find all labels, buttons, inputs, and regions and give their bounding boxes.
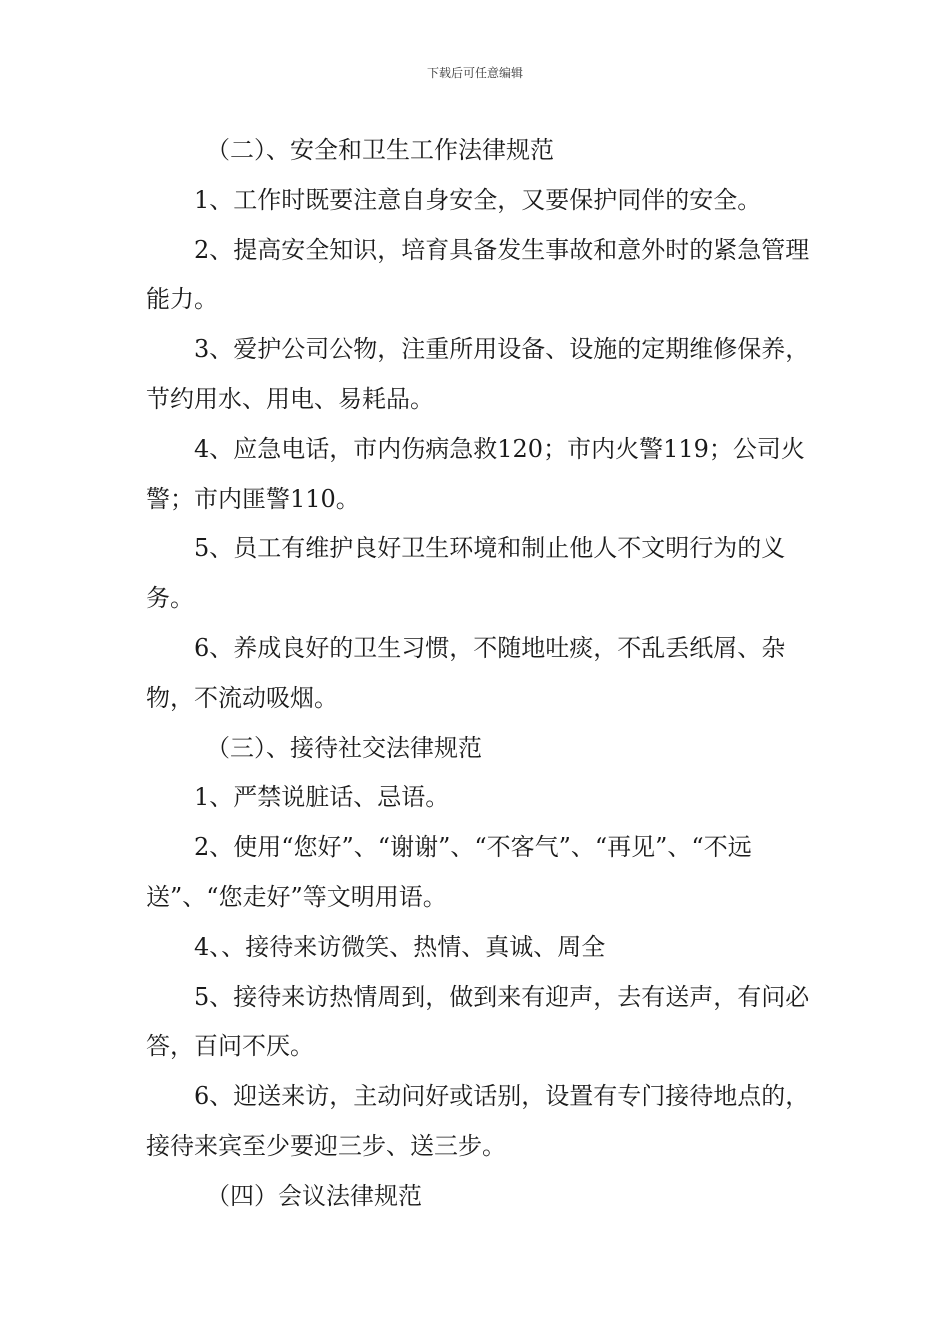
list-item: 5、员工有维护良好卫生环境和制止他人不文明行为的义务。 <box>146 534 786 613</box>
list-item: 4、、接待来访微笑、热情、真诚、周全 <box>194 932 606 961</box>
list-item: 2、提高安全知识，培育具备发生事故和意外时的紧急管理能力。 <box>146 235 810 314</box>
page-header: 下载后可任意编辑 <box>426 66 523 80</box>
section-heading-meeting: （四）会议法律规范 <box>206 1181 422 1210</box>
list-item: 2、使用“您好”、“谢谢”、“不客气”、“再见”、“不远送”、“您走好”等文明用语。 <box>146 833 752 911</box>
list-item: 1、严禁说脏话、忌语。 <box>194 783 450 812</box>
list-item: 4、应急电话，市内伤病急救120；市内火警119；公司火警；市内匪警110。 <box>146 434 805 513</box>
list-item: 6、养成良好的卫生习惯，不随地吐痰，不乱丢纸屑、杂物，不流动吸烟。 <box>146 633 786 712</box>
list-item: 6、迎送来访，主动问好或话别，设置有专门接待地点的，接待来宾至少要迎三步、送三步。 <box>146 1082 810 1160</box>
list-item: 5、接待来访热情周到，做到来有迎声，去有送声，有问必答，百问不厌。 <box>146 982 810 1061</box>
section-heading-reception: （三）、接待社交法律规范 <box>206 733 482 762</box>
section-heading-safety: （二）、安全和卫生工作法律规范 <box>206 136 554 164</box>
document-body <box>146 126 826 1222</box>
list-item: 1、工作时既要注意自身安全，又要保护同伴的安全。 <box>194 185 762 214</box>
list-item: 3、爱护公司公物，注重所用设备、设施的定期维修保养，节约用水、用电、易耗品。 <box>146 335 810 413</box>
